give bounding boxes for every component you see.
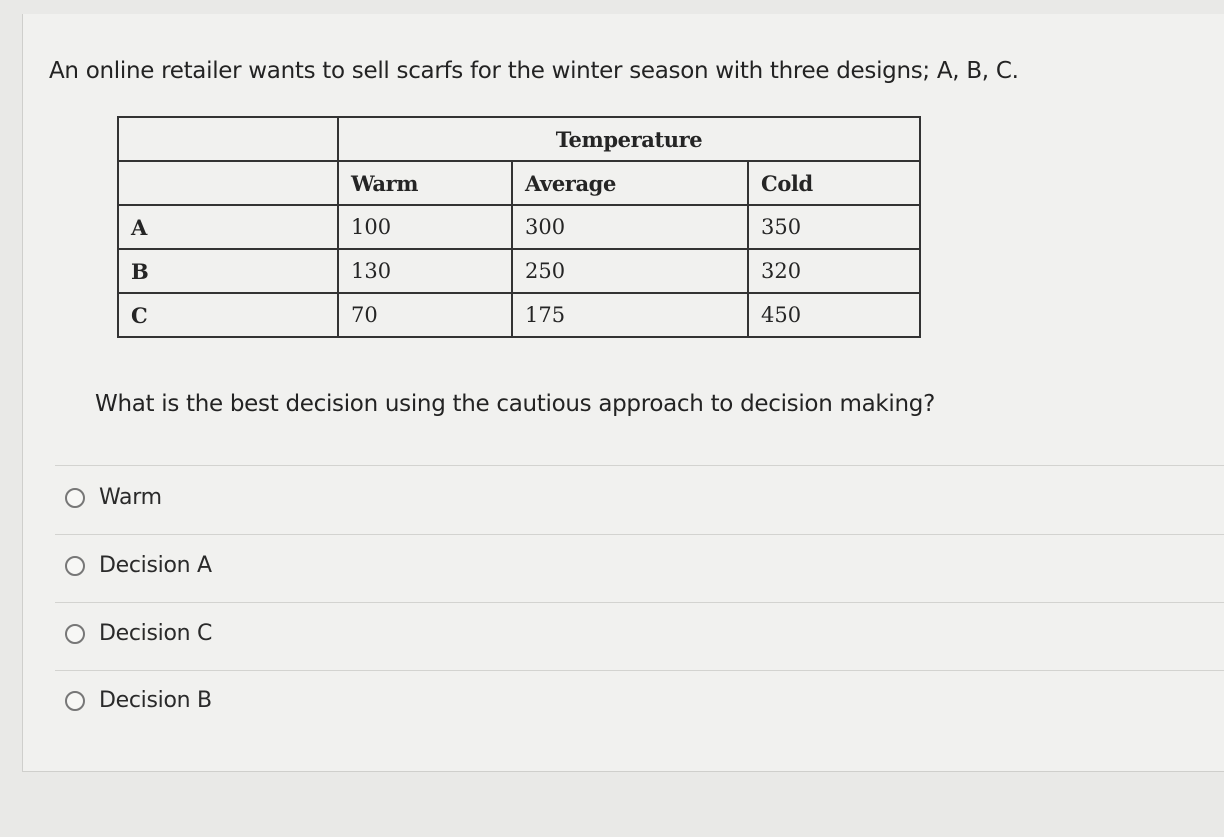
option-decision-a[interactable] bbox=[65, 553, 212, 578]
table-cell: 450 bbox=[748, 293, 920, 337]
table-empty-cell bbox=[118, 161, 338, 205]
table-header-row bbox=[118, 117, 920, 161]
table-cell: 130 bbox=[338, 249, 512, 293]
question-prompt: What is the best decision using the cautious approach to decision making? bbox=[95, 391, 935, 417]
divider bbox=[55, 534, 1224, 535]
option-label: Decision B bbox=[99, 688, 212, 713]
table-cell: 100 bbox=[338, 205, 512, 249]
column-header-cold: Cold bbox=[748, 161, 920, 205]
table-cell: 350 bbox=[748, 205, 920, 249]
option-decision-b[interactable] bbox=[65, 688, 212, 713]
row-label: B bbox=[118, 249, 338, 293]
divider bbox=[55, 465, 1224, 466]
column-header-warm: Warm bbox=[338, 161, 512, 205]
table-row bbox=[118, 293, 920, 337]
row-label: C bbox=[118, 293, 338, 337]
table-cell: 300 bbox=[512, 205, 748, 249]
radio-circle-icon[interactable] bbox=[65, 624, 85, 644]
option-decision-c[interactable] bbox=[65, 621, 212, 646]
table-cell: 175 bbox=[512, 293, 748, 337]
table-subheader-row bbox=[118, 161, 920, 205]
radio-circle-icon[interactable] bbox=[65, 691, 85, 711]
radio-circle-icon[interactable] bbox=[65, 488, 85, 508]
payoff-table bbox=[117, 116, 921, 338]
divider bbox=[55, 602, 1224, 603]
table-cell: 250 bbox=[512, 249, 748, 293]
option-label: Decision A bbox=[99, 553, 212, 578]
table-row bbox=[118, 205, 920, 249]
table-row bbox=[118, 249, 920, 293]
question-text: An online retailer wants to sell scarfs for the winter season with three designs; A, B, C. bbox=[49, 58, 1019, 84]
temperature-header: Temperature bbox=[338, 117, 920, 161]
radio-circle-icon[interactable] bbox=[65, 556, 85, 576]
option-label: Warm bbox=[99, 485, 162, 510]
question-card bbox=[22, 14, 1224, 772]
table-cell: 320 bbox=[748, 249, 920, 293]
divider bbox=[55, 670, 1224, 671]
row-label: A bbox=[118, 205, 338, 249]
table-cell: 70 bbox=[338, 293, 512, 337]
option-warm[interactable] bbox=[65, 485, 162, 510]
option-label: Decision C bbox=[99, 621, 213, 646]
column-header-average: Average bbox=[512, 161, 748, 205]
table-corner-cell bbox=[118, 117, 338, 161]
